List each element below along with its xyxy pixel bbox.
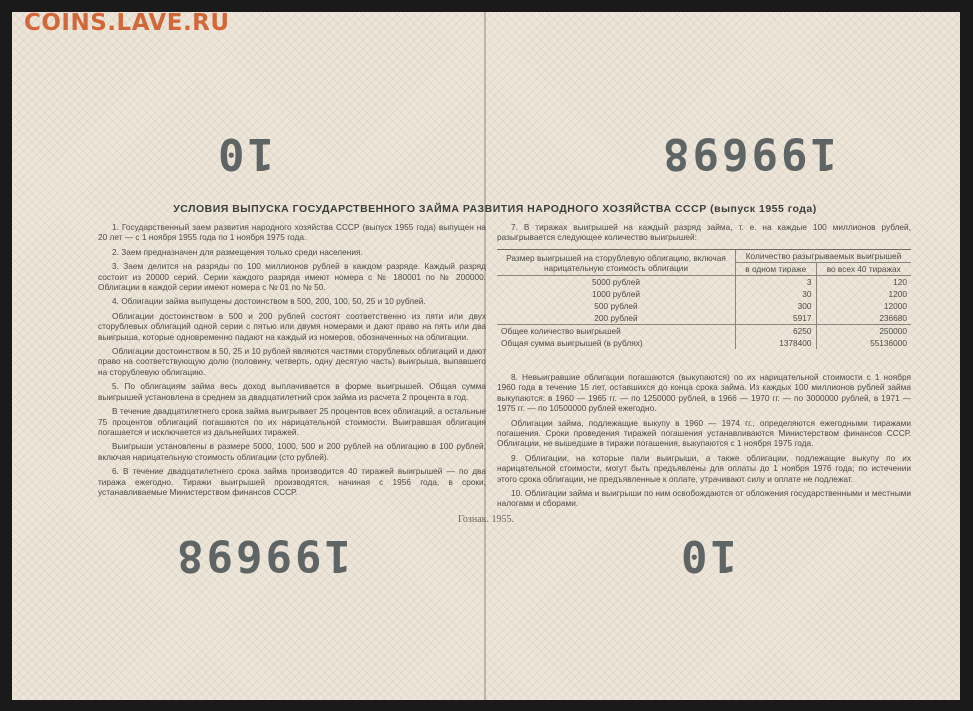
condition-paragraph: Выигрыши установлены в размере 5000, 1000, 500 и 200 рублей на облигацию в 100 рублей, включая нарицательную стоимость облигации (сто рублей). — [98, 441, 486, 462]
total-sum-one: 1378400 — [736, 337, 817, 349]
conditions-title: УСЛОВИЯ ВЫПУСКА ГОСУДАРСТВЕННОГО ЗАЙМА РАЗВИТИЯ НАРОДНОГО ХОЗЯЙСТВА СССР (выпуск 1955 года) — [173, 203, 817, 215]
prize-all-cell: 12000 — [816, 300, 911, 312]
condition-paragraph: 1. Государственный заем развития народного хозяйства СССР (выпуск 1955 года) выпущен на 20 лет — с 1 ноября 1955 года по 1 ноября 1975 года. — [98, 222, 486, 243]
condition-paragraph: 4. Облигации займа выпущены достоинством в 500, 200, 100, 50, 25 и 10 рублей. — [112, 296, 426, 307]
serial-number-bottom: 199698 — [174, 530, 351, 581]
printer-imprint: Гознак. 1955. — [458, 514, 515, 525]
prize-size-cell: 500 рублей — [594, 301, 638, 311]
total-sum-all: 55136000 — [816, 337, 911, 349]
site-watermark: COINS.LAVE.RU — [24, 10, 230, 36]
prize-all-cell: 1200 — [816, 288, 911, 300]
condition-paragraph: Облигации достоинством в 50, 25 и 10 рублей являются частями сторублевых облигаций и дают право на соответствующую долю (половину, четверть, одну десятую часть) выигрыша, выпавшего на сторублевую облигацию. — [98, 346, 486, 377]
condition-paragraph: 2. Заем предназначен для размещения только среди населения. — [112, 246, 363, 257]
total-count-label: Общее количество выигрышей — [497, 325, 736, 338]
prize-one-cell: 30 — [736, 288, 817, 300]
condition-paragraph: 7. В тиражах выигрышей на каждый разряд займа, т. е. на каждые 100 миллионов рублей, разыгрывается следующее количество выигрышей: — [497, 222, 911, 243]
condition-paragraph: 5. По облигациям займа весь доход выплачивается в форме выигрышей. Общая сумма выигрышей установлена в среднем за двадцатилетний срок займа из расчета 2 процента в год. — [98, 381, 486, 402]
prize-header-size: Размер выигрышей на сторублевую облигацию, включая нарицательную стоимость облигации — [497, 250, 736, 276]
left-conditions-column — [98, 222, 486, 501]
table-row — [497, 300, 911, 312]
prize-header-all: во всех 40 тиражах — [816, 263, 911, 276]
prize-all-cell: 120 — [816, 276, 911, 289]
prize-one-cell: 5917 — [736, 312, 817, 325]
condition-paragraph: 10. Облигации займа и выигрыши по ним освобождаются от обложения государственными и местными налогами и сборами. — [497, 488, 911, 509]
prize-one-cell: 3 — [736, 276, 817, 289]
condition-paragraph: 8. Невыигравшие облигации погашаются (выкупаются) по их нарицательной стоимости с 1 ноября 1960 года в течение 15 лет, оставшихся до конца срока займа. Из каждых 100 миллионов рублей займа выкупаются: в 1960 — 1965 гг. — по 1250000 рублей, в 1966 — 1970 гг. — по 3000000 рублей, в 1971 — 1975 гг. — по 10500000 рублей ежегодно. — [497, 372, 911, 414]
prize-all-cell: 236680 — [816, 312, 911, 325]
prize-size-cell: 1000 рублей — [592, 289, 640, 299]
condition-paragraph: 3. Заем делится на разряды по 100 миллионов рублей в каждом разряде. Каждый разряд состоит из 20000 серий. Серии каждого разряда имеют номера с № 180001 по № 200000. Облигации в каждой серии имеют номера с № 01 по № 50. — [98, 261, 486, 293]
condition-paragraph: В течение двадцатилетнего срока займа выигрывает 25 процентов всех облигаций, а остальные 75 процентов облигаций погашаются по их нарицательной стоимости. Выигравшая облигация погашается и исключается из дальнейших тиражей. — [98, 406, 486, 437]
prize-header-one: в одном тираже — [736, 263, 817, 276]
condition-paragraph: 9. Облигации, на которые пали выигрыши, а также облигации, подлежащие выкупу по их нарицательной стоимости, могут быть предъявлены для оплаты до 1 ноября 1976 года; по истечении этого срока облигации, не предъявленные к оплате, утрачивают силу и оплате не подлежат. — [497, 452, 911, 484]
denomination-bottom-right: 10 — [678, 530, 737, 581]
total-count-all: 250000 — [816, 325, 911, 338]
prize-size-cell: 200 рублей — [594, 313, 638, 323]
right-intro — [497, 222, 911, 247]
prize-size-cell: 5000 рублей — [497, 276, 736, 289]
right-conditions-column — [497, 372, 911, 513]
table-row — [497, 276, 911, 289]
condition-paragraph: Облигации займа, подлежащие выкупу в 1960 — 1974 гг., определяются ежегодными тиражами погашения. Сроки проведения тиражей погашения устанавливаются Министерством финансов СССР. Облигации, не вышедшие в тиражи погашения, выкупаются с 1 ноября 1975 года. — [497, 417, 911, 449]
prize-one-cell: 300 — [736, 300, 817, 312]
prize-table — [497, 249, 911, 349]
table-row — [497, 337, 911, 349]
prize-header-group: Количество разыгрываемых выигрышей — [736, 250, 912, 263]
condition-paragraph: 6. В течение двадцатилетнего срока займа производится 40 тиражей выигрышей — по два тиража ежегодно. Тиражи выигрышей производятся, начиная с 1956 года, в сроки, устанавливаемые Министерством финансов СССР. — [98, 466, 486, 497]
table-row — [497, 288, 911, 300]
table-row — [497, 312, 911, 325]
total-count-one: 6250 — [736, 325, 817, 338]
serial-number-top: 199698 — [660, 128, 837, 179]
table-row — [497, 325, 911, 338]
denomination-top-left: 10 — [215, 128, 274, 179]
condition-paragraph: Облигации достоинством в 500 и 200 рублей состоят соответственно из пяти или двух сторублевых облигаций одной серии с пятью или двумя номерами и дают право на пять или два выигрыша, которые одновременно падают на каждый из номеров, обозначенных на облигации. — [98, 310, 486, 342]
total-sum-label: Общая сумма выигрышей (в рублях) — [501, 338, 643, 348]
